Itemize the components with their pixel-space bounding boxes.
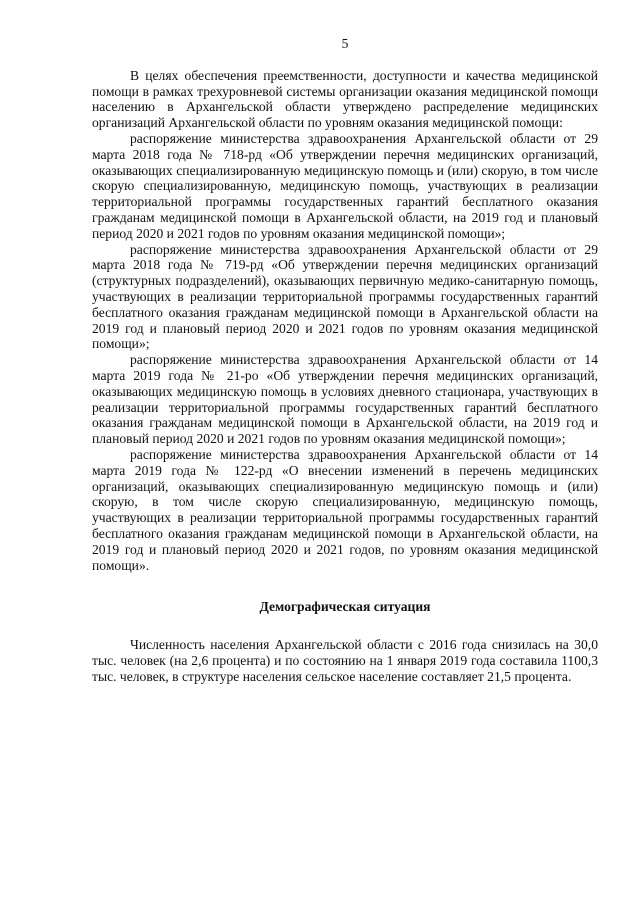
- order-21-paragraph: распоряжение министерства здравоохранения Архангельской области от 14 марта 2019 года № 21-ро «Об утверждении перечня медицинских организаций, оказывающих медицинскую помощь в условиях дневного стационара, участвующих в реализации территориальной программы государственных гарантий бесплатного оказания гражданам медицинской помощи в Архангельской области, на 2019 год и плановый период 2020 и 2021 годов по уровням оказания медицинской помощи»;: [92, 352, 598, 447]
- document-page: [92, 36, 598, 684]
- population-paragraph: Численность населения Архангельской области с 2016 года снизилась на 30,0 тыс. человек (на 2,6 процента) и по состоянию на 1 января 2019 года составила 1100,3 тыс. человек, в структуре населения сельское население составляет 21,5 процента.: [92, 637, 598, 684]
- page-number: 5: [341, 36, 349, 51]
- order-719-paragraph: распоряжение министерства здравоохранения Архангельской области от 29 марта 2018 года № 719-рд «Об утверждении перечня медицинских организаций (структурных подразделений), оказывающих первичную медико-санитарную помощь, участвующих в реализации территориальной программы государственных гарантий бесплатного оказания гражданам медицинской помощи в Архангельской области на 2019 год и плановый период 2020 и 2021 годов по уровням оказания медицинской помощи»;: [92, 241, 598, 352]
- section-heading: Демографическая ситуация: [259, 599, 431, 615]
- order-718-paragraph: распоряжение министерства здравоохранения Архангельской области от 29 марта 2018 года № 718-рд «Об утверждении перечня медицинских организаций, оказывающих специализированную медицинскую помощь и (или) скорую, в том числе скорую специализированную, медицинскую помощь, участвующих в реализации территориальной программы государственных гарантий бесплатного оказания гражданам медицинской помощи в Архангельской области, на 2019 год и плановый период 2020 и 2021 годов по уровням оказания медицинской помощи»;: [92, 130, 598, 241]
- order-122-paragraph: распоряжение министерства здравоохранения Архангельской области от 14 марта 2019 года № 122-рд «О внесении изменений в перечень медицинских организаций, оказывающих специализированную медицинскую помощь и (или) скорую, в том числе скорую специализированную, медицинскую помощь, участвующих в реализации территориальной программы государственных гарантий бесплатного оказания гражданам медицинской помощи в Архангельской области, на 2019 год и плановый период 2020 и 2021 годов, по уровням оказания медицинской помощи».: [92, 446, 598, 573]
- intro-paragraph: В целях обеспечения преемственности, доступности и качества медицинской помощи в рамках трехуровневой системы организации оказания медицинской помощи населению в Архангельской области утверждено распределение медицинских организаций Архангельской области по уровням оказания медицинской помощи:: [92, 67, 598, 131]
